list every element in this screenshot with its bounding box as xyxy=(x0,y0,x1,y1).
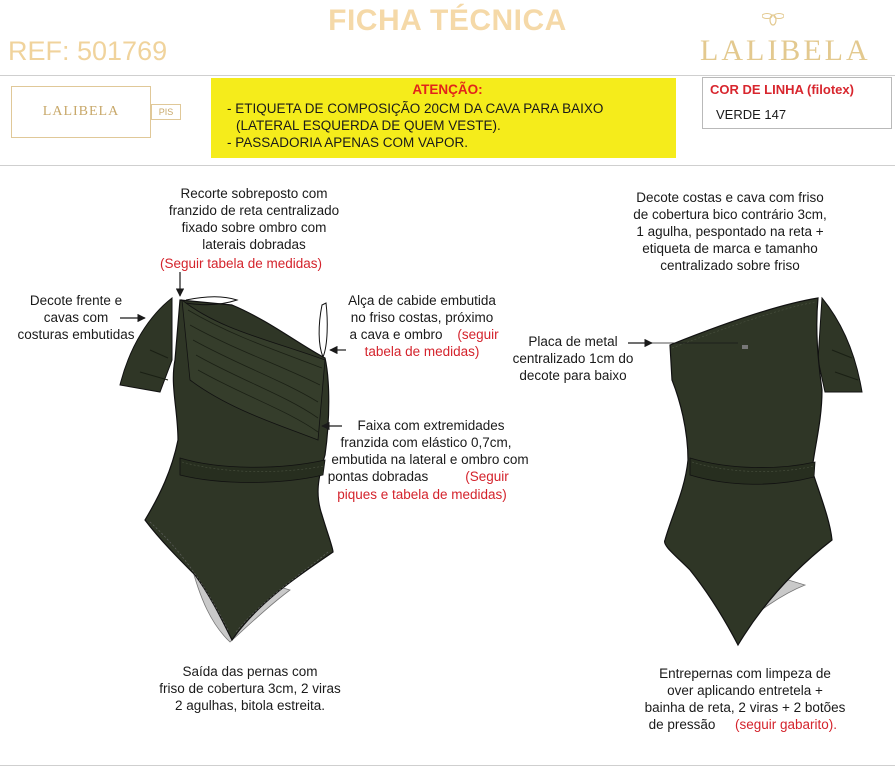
back-decote-line-5: centralizado sobre friso xyxy=(660,258,800,273)
front-top-line-3: fixado sobre ombro com xyxy=(181,220,327,235)
front-faixa-red-4: (Seguir xyxy=(465,469,509,484)
front-top-line-1: Recorte sobreposto com xyxy=(180,186,328,201)
back-entre-red-4: (seguir gabarito). xyxy=(734,717,838,732)
front-alca-line-2: no friso costas, próximo xyxy=(350,310,494,325)
back-ruffle xyxy=(818,298,862,392)
front-top-line-4: laterais dobradas xyxy=(202,237,306,252)
back-bodysuit xyxy=(665,298,862,645)
attention-line-2: (LATERAL ESQUERDA DE QUEM VESTE). xyxy=(236,118,501,133)
attention-title: ATENÇÃO: xyxy=(412,82,483,97)
back-decote-line-1: Decote costas e cava com friso xyxy=(636,190,824,205)
front-alca-line-3: a cava e ombro xyxy=(349,327,443,342)
front-bodysuit xyxy=(120,297,333,642)
front-decote-line-2: cavas com xyxy=(43,310,109,325)
front-saida-line-3: 2 agulhas, bitola estreita. xyxy=(174,698,326,713)
back-decote-line-2: de cobertura bico contrário 3cm, xyxy=(633,207,827,222)
front-faixa-line-1: Faixa com extremidades xyxy=(357,418,505,433)
back-entre-line-4: de pressão xyxy=(648,717,716,732)
front-faixa-line-2: franzida com elástico 0,7cm, xyxy=(340,435,512,450)
back-decote-line-3: 1 agulha, pespontado na reta + xyxy=(636,224,824,239)
attention-line-3: - PASSADORIA APENAS COM VAPOR. xyxy=(227,135,469,150)
thread-color-value: VERDE 147 xyxy=(716,107,787,122)
reference-code: REF: 501769 xyxy=(8,36,168,66)
back-placa-line-1: Placa de metal xyxy=(528,334,618,349)
front-faixa-red-5: piques e tabela de medidas) xyxy=(337,487,507,502)
front-saida-line-1: Saída das pernas com xyxy=(182,664,318,679)
hanger-loop xyxy=(319,303,327,357)
front-alca-red-4: tabela de medidas) xyxy=(364,344,480,359)
back-entre-line-1: Entrepernas com limpeza de xyxy=(659,666,831,681)
brand-logo: LALIBELA xyxy=(700,34,871,67)
footer-divider xyxy=(0,765,895,766)
front-decote-line-1: Decote frente e xyxy=(29,293,123,308)
front-alca-red-3: (seguir xyxy=(457,327,499,342)
back-entre-line-3: bainha de reta, 2 viras + 2 botões xyxy=(644,700,846,715)
thread-color-title: COR DE LINHA (filotex) xyxy=(710,82,854,97)
front-top-red: (Seguir tabela de medidas) xyxy=(159,256,323,271)
back-entre-line-2: over aplicando entretela + xyxy=(667,683,823,698)
front-faixa-line-3: embutida na lateral e ombro com xyxy=(331,452,529,467)
label-tag-box: PIS xyxy=(151,104,181,120)
front-faixa-line-4: pontas dobradas xyxy=(327,469,429,484)
metal-plate-icon xyxy=(742,345,748,349)
label-brand-box: LALIBELA xyxy=(11,86,151,138)
page-title: FICHA TÉCNICA xyxy=(328,4,567,37)
front-saida-line-2: friso de cobertura 3cm, 2 viras xyxy=(159,681,341,696)
front-top-line-2: franzido de reta centralizado xyxy=(168,203,340,218)
back-placa-line-2: centralizado 1cm do xyxy=(512,351,634,366)
attention-line-1: - ETIQUETA DE COMPOSIÇÃO 20CM DA CAVA PARA BAIXO xyxy=(227,101,604,116)
front-decote-line-3: costuras embutidas xyxy=(17,327,135,342)
back-placa-line-3: decote para baixo xyxy=(519,368,627,383)
front-ruffle xyxy=(120,298,172,392)
back-decote-line-4: etiqueta de marca e tamanho xyxy=(642,241,818,256)
front-alca-line-1: Alça de cabide embutida xyxy=(348,293,496,308)
